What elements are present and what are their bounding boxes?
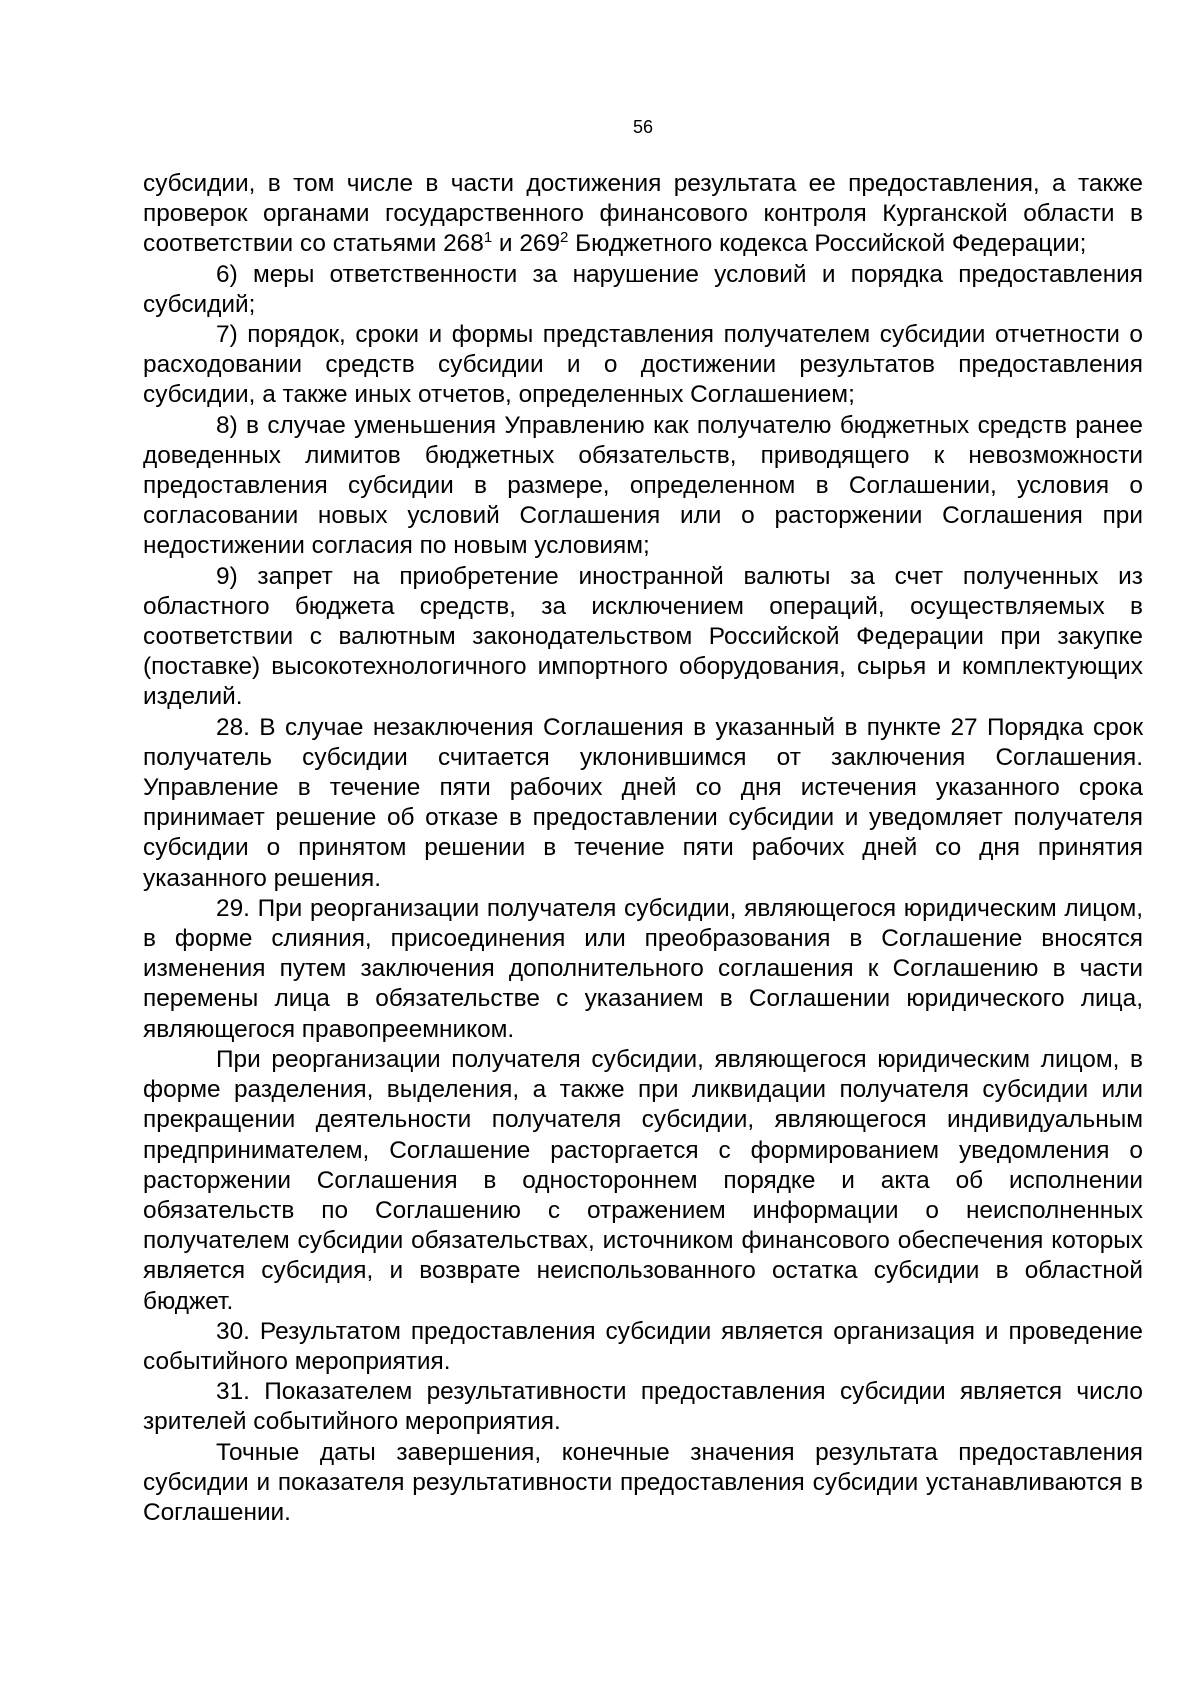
- paragraph-item-6: 6) меры ответственности за нарушение условий и порядка предоставления субсидий;: [143, 260, 1143, 318]
- paragraph-text: и 269: [492, 230, 561, 258]
- paragraph-clause-30: 30. Результатом предоставления субсидии является организация и проведение событийного мероприятия.: [143, 1317, 1143, 1375]
- paragraph-clause-31: 31. Показателем результативности предоставления субсидии является число зрителей событийного мероприятия.: [143, 1378, 1143, 1436]
- superscript: 1: [483, 229, 493, 247]
- paragraph-item-8: 8) в случае уменьшения Управлению как получателю бюджетных средств ранее доведенных лимитов бюджетных обязательств, приводящего к невозможности предоставления субсидии в размере, определенном в Соглашении, условия о согласовании новых условий Соглашения или о расторжении Соглашения при недостижении согласия по новым условиям;: [143, 411, 1143, 560]
- superscript: 2: [560, 229, 569, 247]
- paragraph-clause-31-continued: Точные даты завершения, конечные значения результата предоставления субсидии и показателя результативности предоставления субсидии устанавливаются в Соглашении.: [143, 1438, 1143, 1526]
- document-body: [143, 169, 1143, 1528]
- paragraph-clause-29: 29. При реорганизации получателя субсидии, являющегося юридическим лицом, в форме слияния, присоединения или преобразования в Соглашение вносятся изменения путем заключения дополнительного соглашения к Соглашению в части перемены лица в обязательстве с указанием в Соглашении юридического лица, являющегося правопреемником.: [143, 894, 1143, 1043]
- paragraph-clause-29-continued: При реорганизации получателя субсидии, являющегося юридическим лицом, в форме разделения, выделения, а также при ликвидации получателя субсидии или прекращении деятельности получателя субсидии, являющегося индивидуальным предпринимателем, Соглашение расторгается с формированием уведомления о расторжении Соглашения в одностороннем порядке и акта об исполнении обязательств по Соглашению с отражением информации о неисполненных получателем субсидии обязательствах, источником финансового обеспечения которых является субсидия, и возврате неиспользованного остатка субсидии в областной бюджет.: [143, 1045, 1143, 1315]
- paragraph-text: субсидии, в том числе в части достижения результата ее предоставления, а также проверок органами государственного финансового контроля Курганской области в соответствии со статьями 268: [143, 170, 1143, 258]
- paragraph-continuation: [143, 169, 1143, 260]
- page-number: 56: [632, 117, 654, 137]
- paragraph-clause-28: 28. В случае незаключения Соглашения в указанный в пункте 27 Порядка срок получатель субсидии считается уклонившимся от заключения Соглашения. Управление в течение пяти рабочих дней со дня истечения указанного срока принимает решение об отказе в предоставлении субсидии и уведомляет получателя субсидии о принятом решении в течение пяти рабочих дней со дня принятия указанного решения.: [143, 713, 1143, 892]
- paragraph-item-7: 7) порядок, сроки и формы представления получателем субсидии отчетности о расходовании средств субсидии и о достижении результатов предоставления субсидии, а также иных отчетов, определенных Соглашением;: [143, 321, 1143, 409]
- paragraph-text: Бюджетного кодекса Российской Федерации;: [568, 230, 1087, 258]
- paragraph-item-9: 9) запрет на приобретение иностранной валюты за счет полученных из областного бюджета средств, за исключением операций, осуществляемых в соответствии с валютным законодательством Российской Федерации при закупке (поставке) высокотехнологичного импортного оборудования, сырья и комплектующих изделий.: [143, 562, 1143, 711]
